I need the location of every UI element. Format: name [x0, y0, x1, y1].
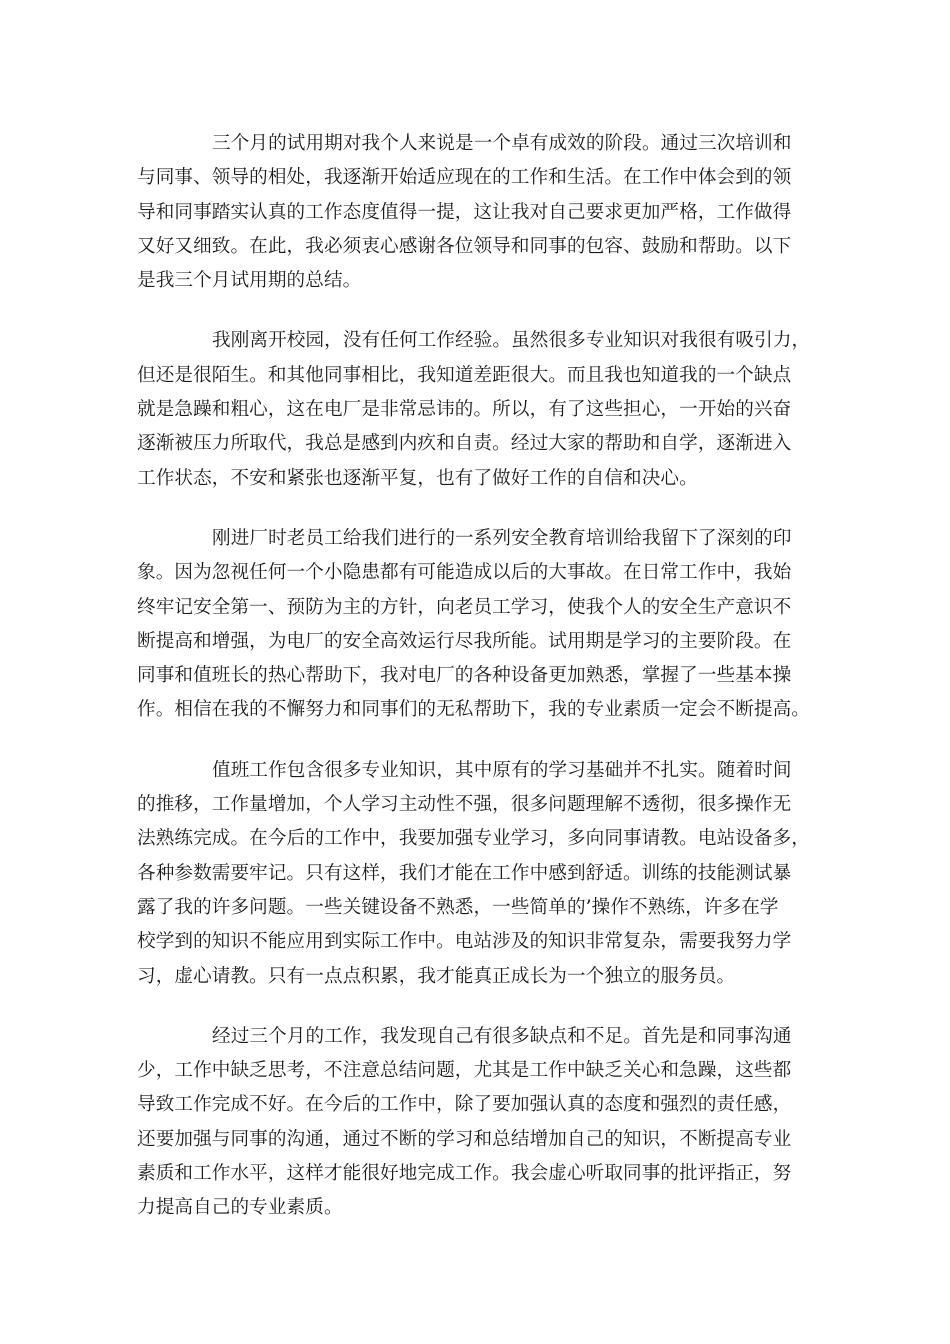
paragraph-line: 法熟练完成。在今后的工作中，我要加强专业学习，多向同事请教。电站设备多， — [137, 828, 810, 850]
paragraph-line: 导致工作完成不好。在今后的工作中，除了要加强认真的态度和强烈的责任感， — [137, 1094, 792, 1116]
paragraph-4 — [137, 754, 817, 994]
paragraph-line: 作。相信在我的不懈努力和同事们的无私帮助下，我的专业素质一定会不断提高。 — [137, 699, 810, 721]
paragraph-line: 少，工作中缺乏思考，不注意总结问题，尤其是工作中缺乏关心和急躁，这些都 — [137, 1060, 792, 1082]
paragraph-line: 习，虚心请教。只有一点点积累，我才能真正成长为一个独立的服务员。 — [137, 965, 736, 987]
paragraph-line: 露了我的许多问题。一些关键设备不熟悉，一些简单的’操作不熟练，许多在学 — [137, 896, 779, 918]
paragraph-1 — [137, 127, 817, 298]
paragraph-line: 断提高和增强，为电厂的安全高效运行尽我所能。试用期是学习的主要阶段。在 — [137, 630, 792, 652]
paragraph-5 — [137, 1020, 817, 1226]
paragraph-line: 工作状态，不安和紧张也逐渐平复，也有了做好工作的自信和决心。 — [137, 467, 698, 489]
paragraph-3 — [137, 522, 817, 728]
paragraph-line: 与同事、领导的相处，我逐渐开始适应现在的工作和生活。在工作中体会到的领 — [137, 167, 792, 189]
paragraph-line: 值班工作包含很多专业知识，其中原有的学习基础并不扎实。随着时间 — [212, 759, 792, 781]
paragraph-line: 我刚离开校园，没有任何工作经验。虽然很多专业知识对我很有吸引力， — [212, 330, 811, 352]
paragraph-line: 同事和值班长的热心帮助下，我对电厂的各种设备更加熟悉，掌握了一些基本操 — [137, 665, 792, 687]
paragraph-line: 就是急躁和粗心，这在电厂是非常忌讳的。所以，有了这些担心，一开始的兴奋 — [137, 399, 792, 421]
paragraph-line: 力提高自己的专业素质。 — [137, 1197, 343, 1219]
paragraph-line: 逐渐被压力所取代，我总是感到内疚和自责。经过大家的帮助和自学，逐渐进入 — [137, 433, 792, 455]
paragraph-line: 经过三个月的工作，我发现自己有很多缺点和不足。首先是和同事沟通 — [212, 1025, 792, 1047]
paragraph-line: 各种参数需要牢记。只有这样，我们才能在工作中感到舒适。训练的技能测试暴 — [137, 862, 792, 884]
paragraph-line: 是我三个月试用期的总结。 — [137, 270, 362, 292]
paragraph-line: 的推移，工作量增加，个人学习主动性不强，很多问题理解不透彻，很多操作无 — [137, 794, 792, 816]
paragraph-2 — [137, 324, 817, 495]
paragraph-line: 还要加强与同事的沟通，通过不断的学习和总结增加自己的知识，不断提高专业 — [137, 1128, 792, 1150]
document-body — [137, 127, 817, 1252]
paragraph-line: 三个月的试用期对我个人来说是一个卓有成效的阶段。通过三次培训和 — [212, 133, 792, 154]
paragraph-line: 刚进厂时老员工给我们进行的一系列安全教育培训给我留下了深刻的印 — [212, 527, 792, 549]
paragraph-line: 素质和工作水平，这样才能很好地完成工作。我会虚心听取同事的批评指正，努 — [137, 1163, 792, 1185]
paragraph-line: 终牢记安全第一、预防为主的方针，向老员工学习，使我个人的安全生产意识不 — [137, 596, 792, 618]
paragraph-line: 校学到的知识不能应用到实际工作中。电站涉及的知识非常复杂，需要我努力学 — [137, 931, 792, 953]
paragraph-line: 导和同事踏实认真的工作态度值得一提，这让我对自己要求更加严格，工作做得 — [137, 201, 792, 223]
paragraph-line: 又好又细致。在此，我必须衷心感谢各位领导和同事的包容、鼓励和帮助。以下 — [137, 235, 792, 257]
paragraph-line: 象。因为忽视任何一个小隐患都有可能造成以后的大事故。在日常工作中，我始 — [137, 562, 792, 584]
paragraph-line: 但还是很陌生。和其他同事相比，我知道差距很大。而且我也知道我的一个缺点 — [137, 364, 792, 386]
